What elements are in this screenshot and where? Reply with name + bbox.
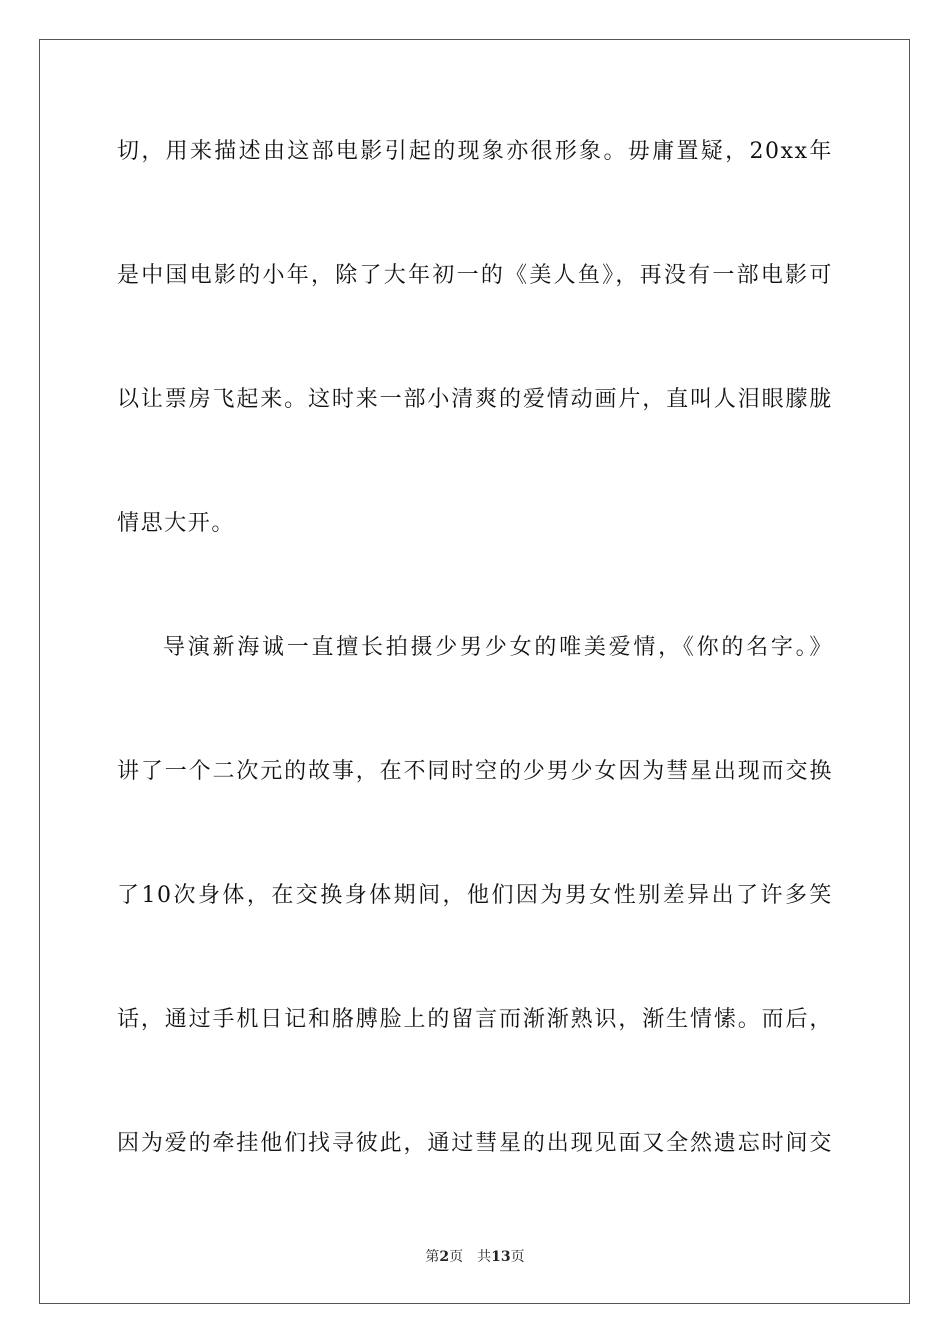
body-text-line: 切，用来描述由这部电影引起的现象亦很形象。毋庸置疑，20xx年 [117, 139, 833, 164]
footer-total-prefix: 共 [477, 1249, 492, 1265]
body-text-line: 是中国电影的小年，除了大年初一的《美人鱼》，再没有一部电影可 [117, 263, 833, 288]
body-text-line: 讲了一个二次元的故事，在不同时空的少男少女因为彗星出现而交换 [117, 759, 833, 784]
body-text-line: 因为爱的牵挂他们找寻彼此，通过彗星的出现见面又全然遗忘时间交 [117, 1131, 833, 1156]
body-text-line: 情思大开。 [117, 511, 236, 536]
footer-page-current: 2 [439, 1249, 450, 1265]
footer-page-total: 13 [491, 1249, 511, 1265]
paragraph-first-line: 导演新海诚一直擅长拍摄少男少女的唯美爱情，《你的名字。》 [163, 635, 833, 660]
footer-page-suffix: 页 [449, 1249, 464, 1265]
page-border [39, 39, 910, 1304]
footer-total-suffix: 页 [510, 1249, 525, 1265]
body-text-line: 了10次身体，在交换身体期间，他们因为男女性别差异出了许多笑 [117, 883, 833, 908]
page-footer [0, 1247, 950, 1267]
footer-page-prefix: 第 [425, 1249, 440, 1265]
body-text-line: 话，通过手机日记和胳膊脸上的留言而渐渐熟识，渐生情愫。而后， [117, 1007, 833, 1032]
body-text-line: 以让票房飞起来。这时来一部小清爽的爱情动画片，直叫人泪眼朦胧 [117, 387, 833, 412]
